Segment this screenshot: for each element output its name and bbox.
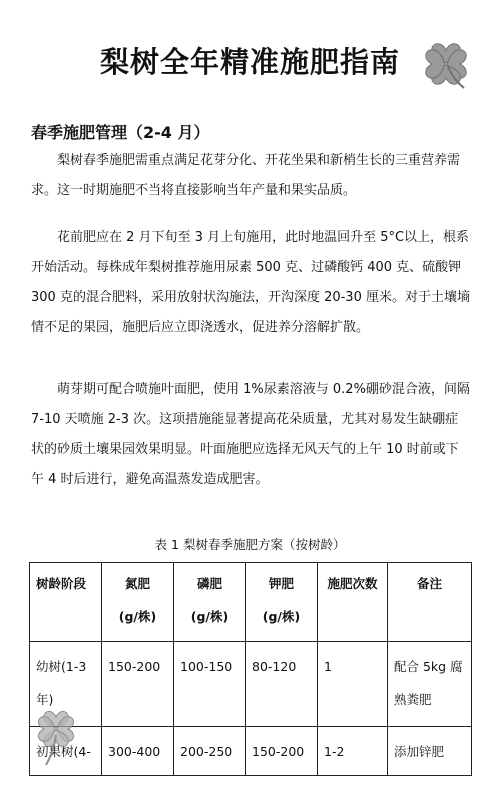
paragraph-1: 梨树春季施肥需重点满足花芽分化、开花坐果和新梢生长的三重营养需求。这一时期施肥不当将直接影响当年产量和果实品质。 <box>31 153 461 198</box>
table-caption: 表 1 梨树春季施肥方案（按树龄） <box>154 537 346 552</box>
table-row <box>30 642 472 727</box>
cell-potassium: 80-120 <box>246 642 318 727</box>
paragraph-3: 萌芽期可配合喷施叶面肥，使用 1%尿素溶液与 0.2%硼砂混合液，间隔 7-10 天喷施 2-3 次。这项措施能显著提高花朵质量，尤其对易发生缺硼症状的砂质土壤果园效果明显。叶面施肥应选择无风天气的上午 10 时前或下午 4 时后进行，避免高温蒸发造成肥害。 <box>31 382 470 487</box>
cell-tree-age: 初果树(4- <box>30 727 102 776</box>
cell-times: 1 <box>318 642 388 727</box>
header-phosphorus: 磷肥 (g/株) <box>174 563 246 642</box>
four-leaf-clover-icon <box>32 705 80 769</box>
four-leaf-clover-icon <box>418 36 474 92</box>
header-potassium: 钾肥 (g/株) <box>246 563 318 642</box>
header-nitrogen: 氮肥 (g/株) <box>102 563 174 642</box>
cell-tree-age: 幼树(1-3年) <box>30 642 102 727</box>
cell-nitrogen: 300-400 <box>102 727 174 776</box>
cell-potassium: 150-200 <box>246 727 318 776</box>
section-title: 春季施肥管理（2-4 月） <box>31 123 210 142</box>
cell-phosphorus: 100-150 <box>174 642 246 727</box>
page-title: 梨树全年精准施肥指南 <box>99 45 400 79</box>
cell-phosphorus: 200-250 <box>174 727 246 776</box>
cell-nitrogen: 150-200 <box>102 642 174 727</box>
header-notes: 备注 <box>388 563 472 642</box>
fertilizer-plan-table <box>29 562 472 776</box>
cell-times: 1-2 <box>318 727 388 776</box>
table-header-row <box>30 563 472 642</box>
table-row <box>30 727 472 776</box>
header-tree-age: 树龄阶段 <box>30 563 102 642</box>
cell-notes: 添加锌肥 <box>388 727 472 776</box>
paragraph-2: 花前肥应在 2 月下旬至 3 月上旬施用，此时地温回升至 5°C以上，根系开始活动。每株成年梨树推荐施用尿素 500 克、过磷酸钙 400 克、硫酸钾 300 克的混合肥料，采用放射状沟施法，开沟深度 20-30 厘米。对于土壤墒情不足的果园，施肥后应立即浇透水，促进养分溶解扩散。 <box>31 230 470 335</box>
cell-notes: 配合 5kg 腐熟粪肥 <box>388 642 472 727</box>
header-times: 施肥次数 <box>318 563 388 642</box>
